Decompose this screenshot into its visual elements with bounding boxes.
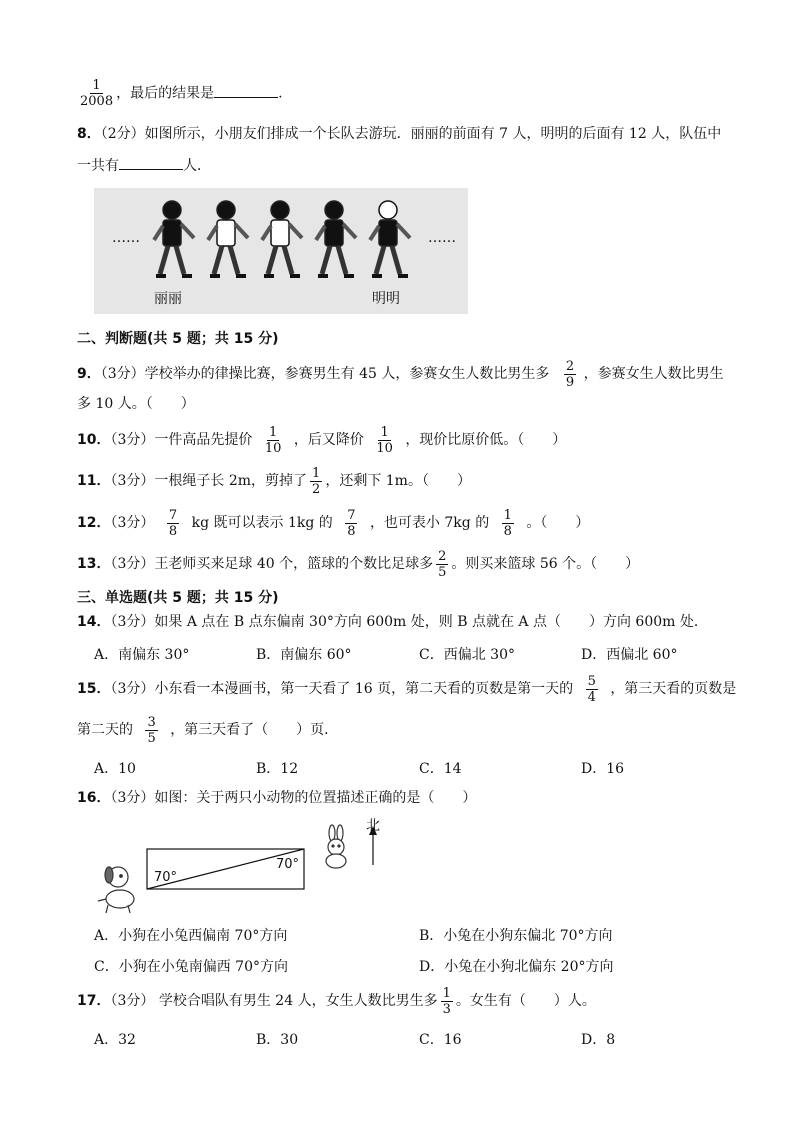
question-13: 13．（3分）王老师买来足球 40 个，篮球的个数比足球多 $\frac{2}{5}$ 。则买来篮球 56 个。（ ） [77,548,640,580]
answer-blank[interactable] [214,83,278,98]
question-15-line2: 第二天的 $\frac{3}{5}$ ，第三天看了（ ）页． [77,714,339,746]
q14-option-c[interactable]: C．西偏北 30° [419,647,515,663]
label-lili: 丽丽 [154,291,182,307]
q16-option-d[interactable]: D．小兔在小狗北偏东 20°方向 [419,959,614,975]
fraction: $\frac{1}{10}$ [376,424,393,456]
child-figure [370,201,410,276]
q15-option-b[interactable]: B．12 [256,761,299,777]
q17-option-b[interactable]: B．30 [256,1032,299,1048]
fraction: $\frac{7}{8}$ [347,507,356,539]
q17-option-a[interactable]: A．32 [94,1032,136,1048]
q15-option-c[interactable]: C．14 [419,761,462,777]
question-14: 14．（3分）如果 A 点在 B 点东偏南 30°方向 600m 处，则 B 点就在 A 点（ ）方向 600m 处． [77,614,708,630]
q7-tail: $\frac{1}{2008}$ ，最后的结果是 . [80,78,283,109]
question-9-line2: 多 10 人。（ ） [77,396,195,412]
question-10: 10．（3分）一件高品先提价 $\frac{1}{10}$ ，后又降价 $\frac{1}{10}$ ，现价比原价低。（ ） [77,424,567,456]
fraction: $\frac{1}{8}$ [503,507,512,539]
question-9-line1: 9．（3分）学校举办的律操比赛，参赛男生有 45 人，参赛女生人数比男生多 $\frac{2}{9}$ ，参赛女生人数比男生 [77,358,724,390]
q14-option-b[interactable]: B．南偏东 60° [256,647,352,663]
question-17: 17．（3分） 学校合唱队有男生 24 人，女生人数比男生多 $\frac{1}{3}$ 。女生有（ ）人。 [77,985,596,1017]
direction-diagram [90,815,410,920]
north-label: 北 [366,818,380,834]
label-mingming: 明明 [372,291,400,307]
fraction: $\frac{1}{2}$ [312,465,321,497]
queue-illustration [94,188,468,314]
fraction: $\frac{1}{2008}$ [80,78,114,109]
child-figure [316,201,356,276]
child-figure [262,201,302,276]
angle-label-left: 70° [154,870,178,885]
fraction: $\frac{1}{10}$ [264,424,282,456]
answer-blank[interactable] [119,155,183,170]
dots-right: …… [428,230,456,246]
question-8-line2: 一共有 人． [77,155,211,176]
section-3-heading: 三、单选题(共 5 题；共 15 分) [77,590,279,606]
child-figure [208,201,248,276]
q16-option-c[interactable]: C．小狗在小兔南偏西 70°方向 [94,959,288,975]
dog-icon [98,867,134,913]
q15-option-d[interactable]: D．16 [581,761,625,777]
angle-label-right: 70° [276,857,300,872]
question-8-line1: 8．（2分）如图所示，小朋友们排成一个长队去游玩．丽丽的前面有 7 人，明明的后面有 12 人，队伍中 [77,126,722,142]
q17-option-c[interactable]: C．16 [419,1032,462,1048]
q14-option-a[interactable]: A．南偏东 30° [94,647,190,663]
queue-figure [94,188,468,314]
child-figure [154,201,194,276]
dots-left: …… [112,230,140,246]
fraction: $\frac{5}{4}$ [587,673,596,705]
diagram-lines [90,815,410,920]
fraction: $\frac{3}{5}$ [147,714,156,746]
fraction: $\frac{7}{8}$ [168,507,178,539]
fraction: $\frac{1}{3}$ [442,985,451,1017]
question-12: 12．（3分） $\frac{7}{8}$ kg 既可以表示 1kg 的 $\frac{7}{8}$ ，也可表小 7kg 的 $\frac{1}{8}$ 。（ ） [77,507,590,539]
fraction: $\frac{2}{9}$ [565,358,575,390]
q17-option-d[interactable]: D．8 [581,1032,616,1048]
q15-option-a[interactable]: A．10 [94,761,136,777]
question-11: 11．（3分）一根绳子长 2m，剪掉了 $\frac{1}{2}$ ，还剩下 1m。（ ） [77,465,471,497]
q16-option-a[interactable]: A．小狗在小兔西偏南 70°方向 [94,928,288,944]
q16-option-b[interactable]: B．小兔在小狗东偏北 70°方向 [419,928,613,944]
q14-option-d[interactable]: D．西偏北 60° [581,647,678,663]
section-2-heading: 二、判断题(共 5 题；共 15 分) [77,331,279,347]
question-16: 16．（3分）如图：关于两只小动物的位置描述正确的是（ ） [77,790,477,806]
rabbit-icon [326,825,346,868]
question-15-line1: 15．（3分）小东看一本漫画书，第一天看了 16 页，第二天看的页数是第一天的 $\frac{5}{4}$ ，第三天看的页数是 [77,673,737,705]
fraction: $\frac{2}{5}$ [438,548,447,580]
